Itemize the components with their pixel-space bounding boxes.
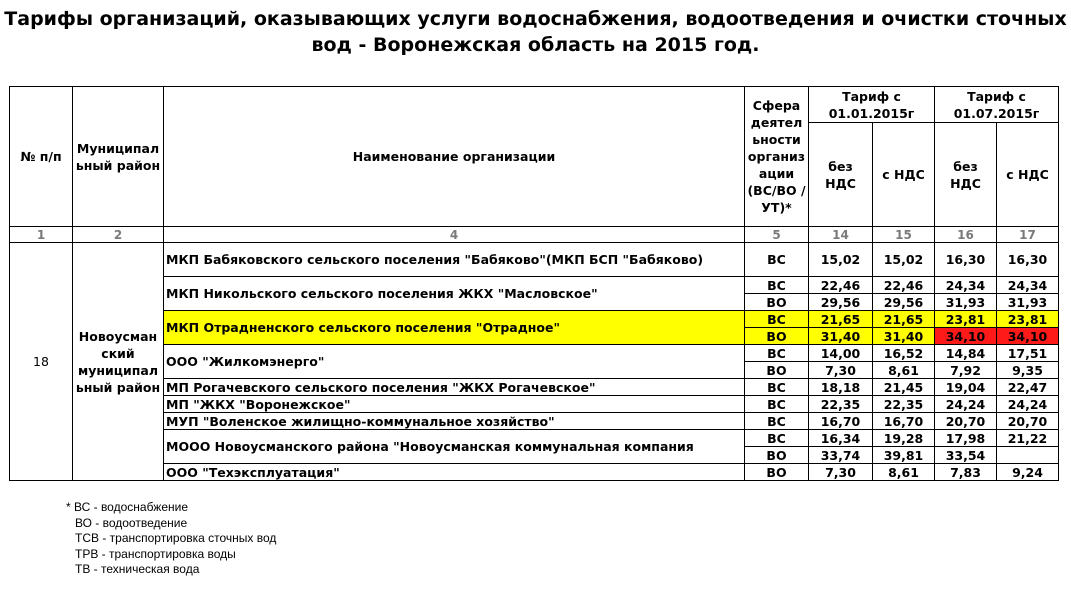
sphere-cell: ВС <box>745 379 809 396</box>
tariff-cell: 22,46 <box>809 277 873 294</box>
header-with-vat-2: с НДС <box>997 123 1059 227</box>
title-line-1: Тарифы организаций, оказывающих услуги водоснабжения, водоотведения и очистки сточных <box>4 8 1067 30</box>
title-line-2: вод - Воронежская область на 2015 год. <box>311 34 760 56</box>
header-district: Муниципал ьный район <box>73 87 164 227</box>
tariff-cell: 31,40 <box>809 328 873 345</box>
tariff-cell: 8,61 <box>873 464 935 481</box>
tariff-cell: 16,70 <box>809 413 873 430</box>
org-name: МКП Никольского сельского поселения ЖКХ "Масловское" <box>164 277 745 311</box>
sphere-cell: ВС <box>745 277 809 294</box>
header-tariff-1: Тариф с 01.01.2015г <box>809 87 935 123</box>
header-with-vat-1: с НДС <box>873 123 935 227</box>
tariff-cell-highlighted: 34,10 <box>935 328 997 345</box>
tariff-cell: 31,93 <box>997 294 1059 311</box>
district-name: Новоусман ский муниципал ьный район <box>73 243 164 481</box>
footnote: * ВС - водоснабжение <box>66 500 189 514</box>
header-tariff-2: Тариф с 01.07.2015г <box>935 87 1059 123</box>
tariff-cell: 21,45 <box>873 379 935 396</box>
tariff-cell: 15,02 <box>873 243 935 277</box>
row-number: 18 <box>10 243 73 481</box>
sphere-cell: ВС <box>745 311 809 328</box>
tariff-cell: 8,61 <box>873 362 935 379</box>
sphere-cell: ВО <box>745 447 809 464</box>
tariff-cell: 20,70 <box>935 413 997 430</box>
tariff-cell: 31,40 <box>873 328 935 345</box>
tariff-cell: 23,81 <box>935 311 997 328</box>
tariff-cell: 31,93 <box>935 294 997 311</box>
tariff-cell: 16,30 <box>997 243 1059 277</box>
tariff-table <box>9 86 1059 481</box>
tariff-cell: 33,74 <box>809 447 873 464</box>
org-name: ООО "Техэксплуатация" <box>164 464 745 481</box>
sphere-cell: ВО <box>745 464 809 481</box>
footnote: ТРВ - транспортировка воды <box>75 546 236 561</box>
org-name: МП Рогачевского сельского поселения "ЖКХ Рогачевское" <box>164 379 745 396</box>
org-name: МУП "Воленское жилищно-коммунальное хозяйство" <box>164 413 745 430</box>
tariff-cell: 9,24 <box>997 464 1059 481</box>
tariff-cell: 21,22 <box>997 430 1059 447</box>
tariff-cell: 19,28 <box>873 430 935 447</box>
sphere-cell: ВО <box>745 328 809 345</box>
col-number: 17 <box>997 227 1059 243</box>
col-number: 14 <box>809 227 873 243</box>
header-num: № п/п <box>10 87 73 227</box>
sphere-cell: ВС <box>745 243 809 277</box>
tariff-cell: 7,30 <box>809 464 873 481</box>
org-name: МП "ЖКХ "Воронежское" <box>164 396 745 413</box>
sphere-cell: ВС <box>745 430 809 447</box>
footnote: ВО - водоотведение <box>75 515 188 530</box>
tariff-cell: 29,56 <box>809 294 873 311</box>
org-name: ООО "Жилкомэнерго" <box>164 345 745 379</box>
sphere-cell: ВС <box>745 396 809 413</box>
tariff-cell: 16,30 <box>935 243 997 277</box>
tariff-cell-highlighted: 34,10 <box>997 328 1059 345</box>
tariff-cell: 18,18 <box>809 379 873 396</box>
tariff-cell: 17,98 <box>935 430 997 447</box>
tariff-cell: 15,02 <box>809 243 873 277</box>
page-title <box>0 6 1071 58</box>
tariff-cell: 22,35 <box>809 396 873 413</box>
col-number: 1 <box>10 227 73 243</box>
footnote: ТСВ - транспортировка сточных вод <box>75 531 277 545</box>
header-no-vat-2: без НДС <box>935 123 997 227</box>
footnote: ТВ - техническая вода <box>75 562 200 576</box>
tariff-cell: 7,30 <box>809 362 873 379</box>
tariff-cell: 29,56 <box>873 294 935 311</box>
tariff-cell: 16,52 <box>873 345 935 362</box>
col-number: 2 <box>73 227 164 243</box>
tariff-cell: 22,35 <box>873 396 935 413</box>
tariff-cell: 16,34 <box>809 430 873 447</box>
tariff-cell: 19,04 <box>935 379 997 396</box>
tariff-cell: 7,92 <box>935 362 997 379</box>
tariff-cell: 21,65 <box>809 311 873 328</box>
tariff-cell: 23,81 <box>997 311 1059 328</box>
tariff-cell: 14,00 <box>809 345 873 362</box>
col-number: 5 <box>745 227 809 243</box>
tariff-cell: 9,35 <box>997 362 1059 379</box>
tariff-cell: 33,54 <box>935 447 997 464</box>
tariff-cell: 16,70 <box>873 413 935 430</box>
header-org: Наименование организации <box>164 87 745 227</box>
tariff-cell <box>997 447 1059 464</box>
tariff-cell: 24,34 <box>997 277 1059 294</box>
sphere-cell: ВО <box>745 362 809 379</box>
sphere-cell: ВО <box>745 294 809 311</box>
tariff-cell: 22,47 <box>997 379 1059 396</box>
tariff-cell: 17,51 <box>997 345 1059 362</box>
col-number: 4 <box>164 227 745 243</box>
org-name: МКП Отрадненского сельского поселения "Отрадное" <box>164 311 745 345</box>
tariff-cell: 39,81 <box>873 447 935 464</box>
tariff-cell: 24,24 <box>997 396 1059 413</box>
tariff-cell: 21,65 <box>873 311 935 328</box>
sphere-cell: ВС <box>745 413 809 430</box>
header-no-vat-1: без НДС <box>809 123 873 227</box>
tariff-cell: 14,84 <box>935 345 997 362</box>
tariff-cell: 20,70 <box>997 413 1059 430</box>
col-number: 15 <box>873 227 935 243</box>
tariff-cell: 24,24 <box>935 396 997 413</box>
org-name: МООО Новоусманского района "Новоусманская коммунальная компания <box>164 430 745 464</box>
tariff-cell: 7,83 <box>935 464 997 481</box>
sphere-cell: ВС <box>745 345 809 362</box>
footnotes <box>66 500 276 578</box>
org-name: МКП Бабяковского сельского поселения "Бабяково"(МКП БСП "Бабяково) <box>164 243 745 277</box>
tariff-cell: 24,34 <box>935 277 997 294</box>
tariff-cell: 22,46 <box>873 277 935 294</box>
col-number: 16 <box>935 227 997 243</box>
header-sphere: Сфера деятел ьности организ ации (ВС/ВО /УТ)* <box>745 87 809 227</box>
